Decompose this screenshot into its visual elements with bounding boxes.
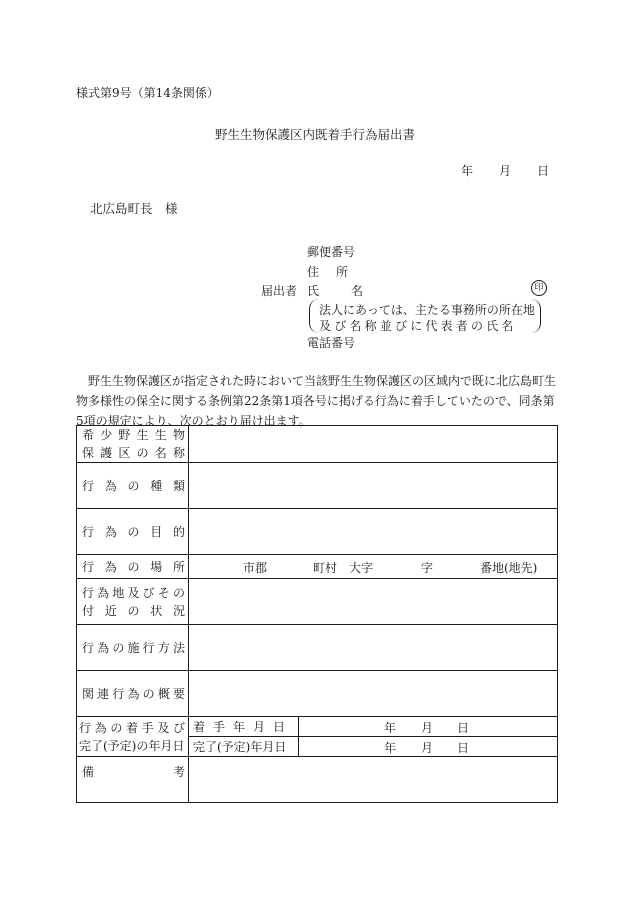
site-condition-field[interactable]: [189, 579, 558, 625]
location-banchi: 番地(地先): [480, 561, 538, 575]
action-location-label: 行為の場所: [77, 555, 189, 579]
phone-label: 電話番号: [307, 336, 356, 350]
remarks-label: 備考: [77, 757, 189, 803]
reserve-name-label: 希少野生生物 保護区の名称: [77, 426, 189, 463]
row-remarks: [77, 757, 558, 803]
completion-date-month: 月: [421, 741, 434, 755]
form-number: 様式第9号（第14条関係）: [76, 86, 219, 100]
location-aza: 字: [421, 561, 434, 575]
location-oaza: 大字: [349, 561, 374, 575]
action-type-field[interactable]: [189, 463, 558, 509]
location-city-gun: 市郡: [243, 561, 268, 575]
reserve-name-field[interactable]: [189, 426, 558, 463]
document-title: 野生生物保護区内既着手行為届出書: [214, 127, 415, 142]
construction-method-label: 行為の施行方法: [77, 625, 189, 671]
construction-method-field[interactable]: [189, 625, 558, 671]
date-year-label: 年: [461, 164, 474, 178]
row-action-purpose: [77, 509, 558, 555]
start-date-month: 月: [421, 721, 434, 735]
row-site-condition: [77, 579, 558, 625]
action-location-field[interactable]: [189, 555, 558, 579]
corporation-note-line2: 及び名称並びに代表者の氏名: [319, 319, 517, 333]
row-construction-method: [77, 625, 558, 671]
name-label: 氏名: [307, 284, 396, 298]
addressee: 北広島町長 様: [90, 201, 178, 216]
row-start-date: [77, 717, 558, 737]
body-paragraph: 野生生物保護区が指定された時において当該野生生物保護区の区域内で既に北広島町生物多様性の保全に関する条例第22条第1項各号に掲げる行為に着手していたので、同条第5項の規定により、次のとおり届け出ます。: [76, 374, 557, 428]
action-purpose-label: 行為の目的: [77, 509, 189, 555]
date-month-label: 月: [499, 164, 512, 178]
related-action-label: 関連行為の概要: [77, 671, 189, 717]
row-reserve-name: [77, 426, 558, 463]
start-date-day: 日: [457, 721, 470, 735]
related-action-field[interactable]: [189, 671, 558, 717]
site-condition-label: 行為地及びその 付近の状況: [77, 579, 189, 625]
seal-mark: 印: [531, 280, 547, 296]
action-type-label: 行為の種類: [77, 463, 189, 509]
row-action-type: [77, 463, 558, 509]
remarks-field[interactable]: [189, 757, 558, 803]
row-related-action: [77, 671, 558, 717]
completion-date-field[interactable]: [299, 737, 558, 757]
start-date-field[interactable]: [299, 717, 558, 737]
action-purpose-field[interactable]: [189, 509, 558, 555]
start-date-year: 年: [384, 721, 397, 735]
completion-date-year: 年: [384, 741, 397, 755]
address-label: 住所: [307, 265, 366, 279]
corporation-note-line1: 法人にあっては、主たる事務所の所在地: [319, 303, 535, 317]
action-dates-label: 行為の着手及び 完了(予定)の年月日: [77, 717, 189, 757]
completion-date-label: 完了(予定)年月日: [189, 737, 299, 757]
start-date-label: 着手年月日: [189, 717, 299, 737]
postal-code-label: 郵便番号: [307, 245, 356, 259]
location-town-village: 町村: [313, 561, 338, 575]
date-day-label: 日: [537, 164, 550, 178]
row-action-location: [77, 555, 558, 579]
completion-date-day: 日: [457, 741, 470, 755]
notifier-label: 届出者: [261, 284, 298, 298]
notification-form-table: [76, 425, 558, 803]
